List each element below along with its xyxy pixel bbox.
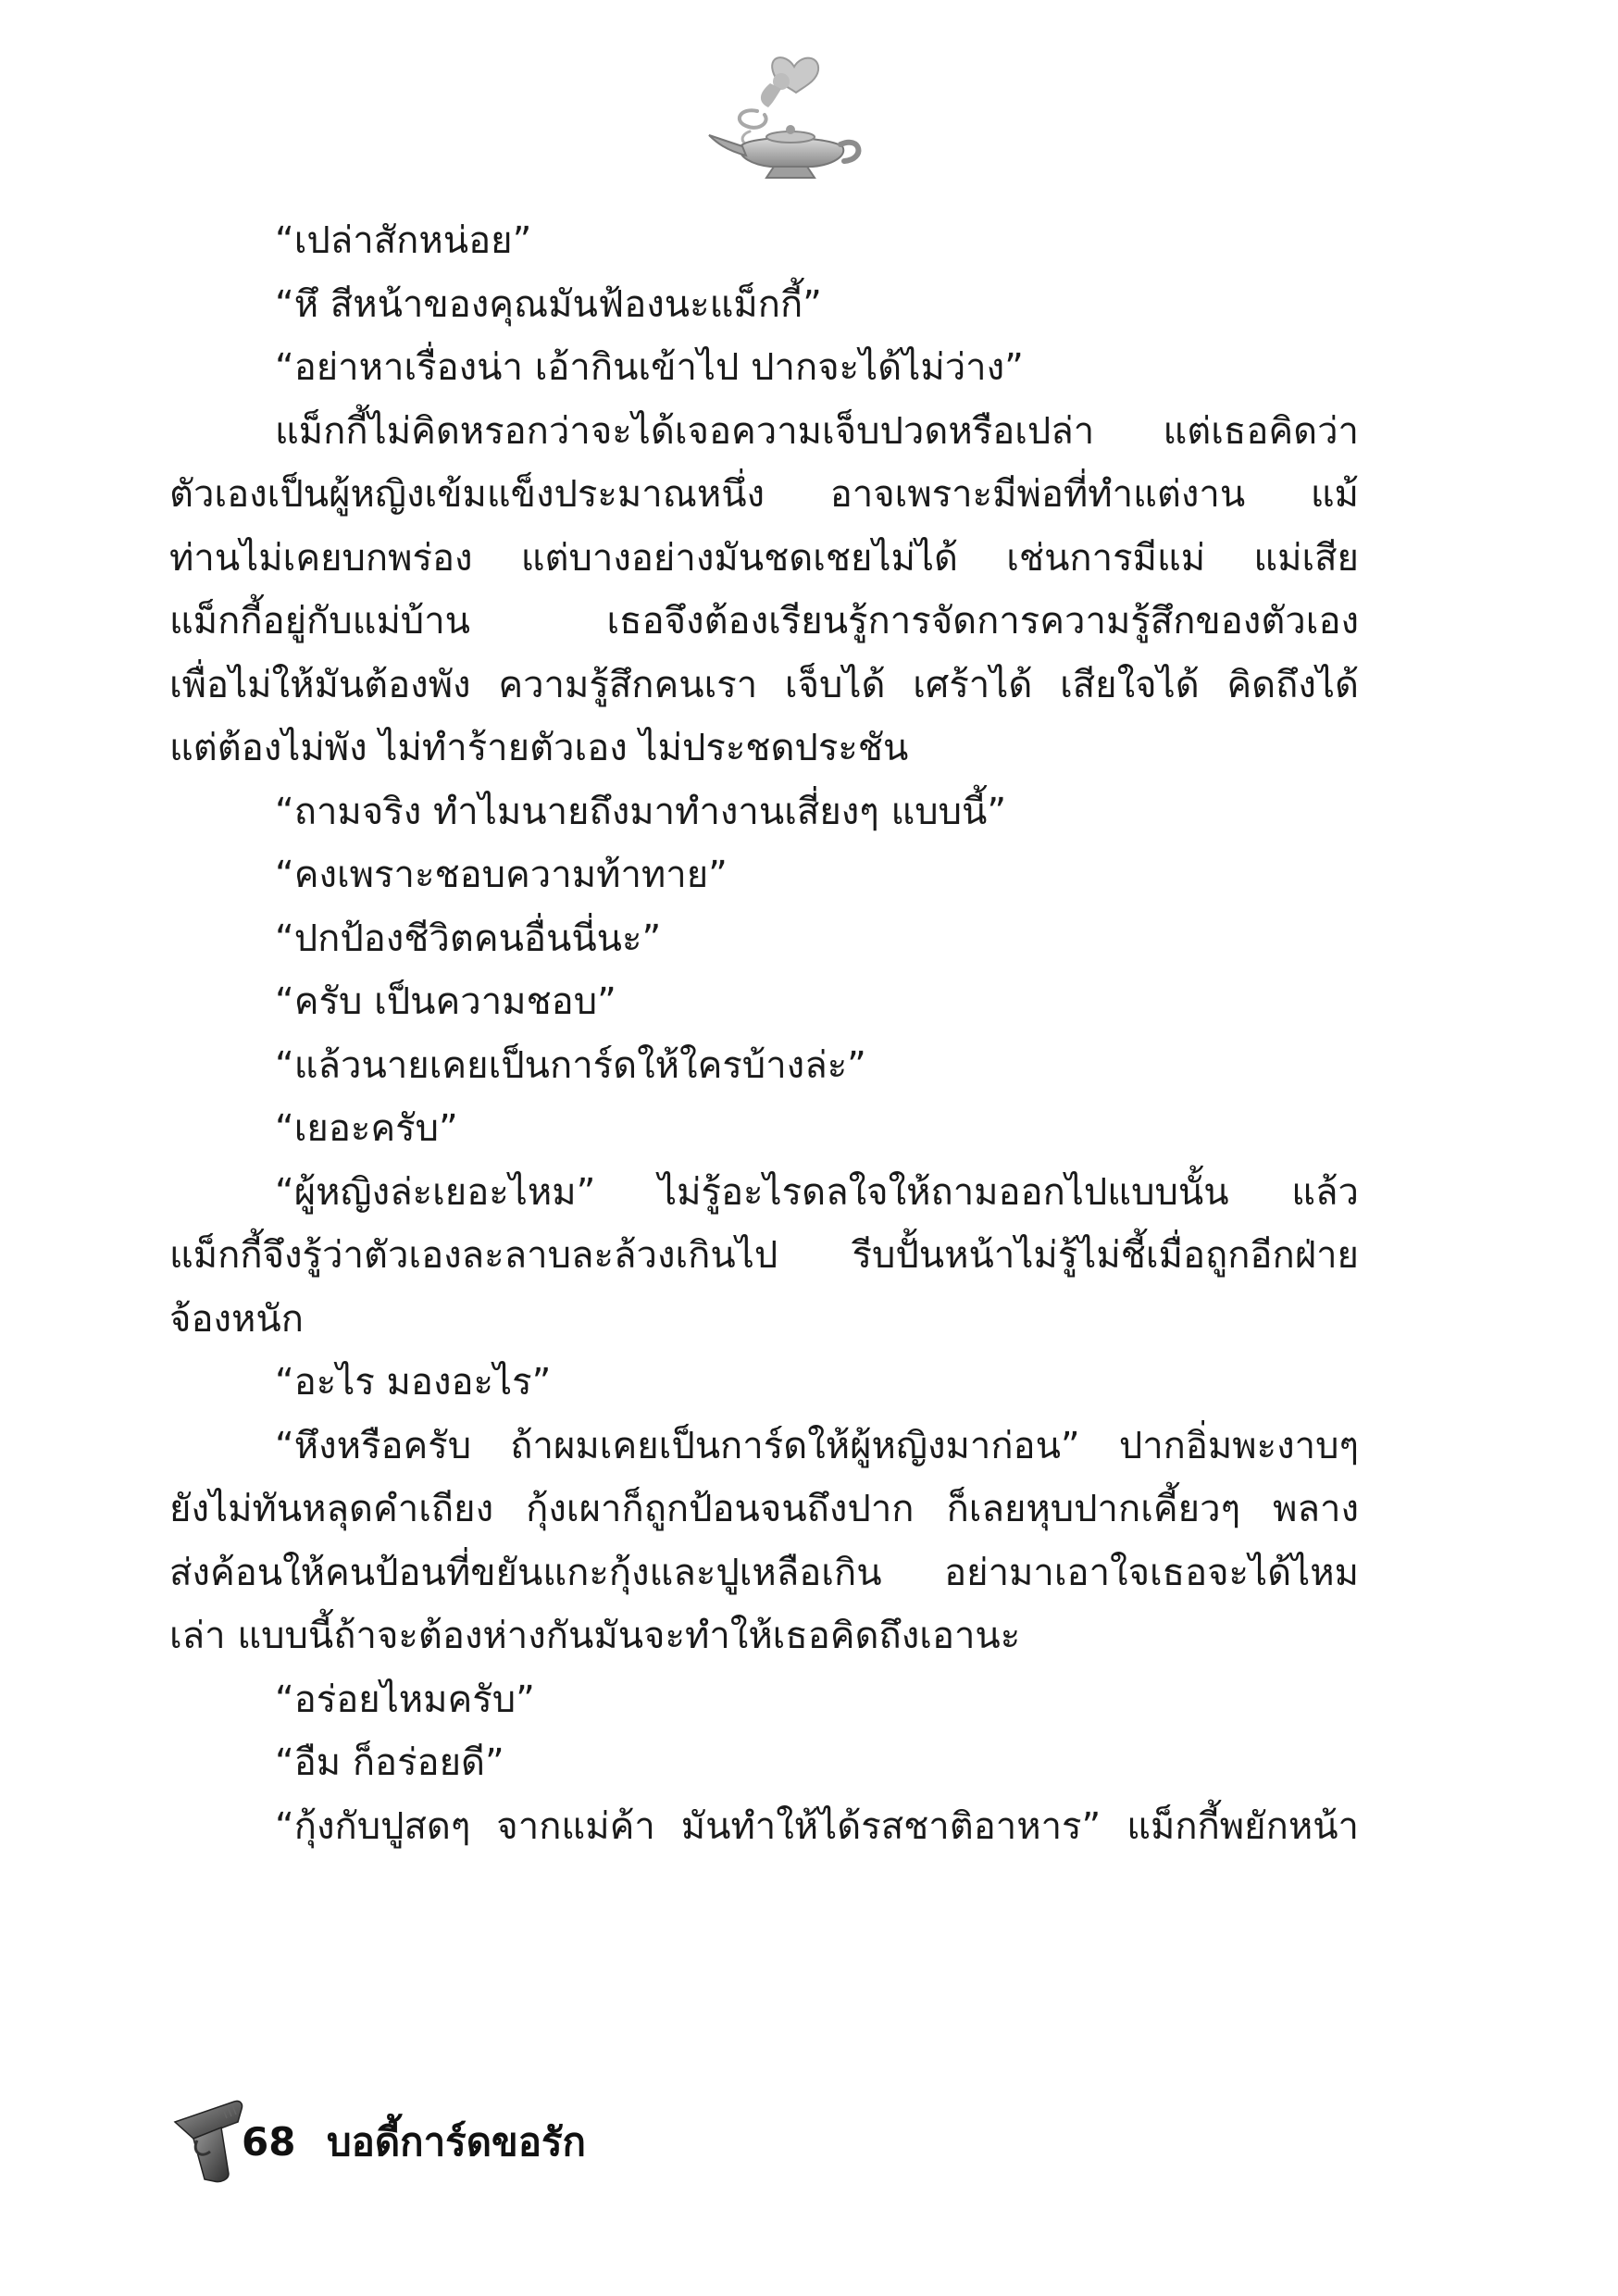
body-text <box>169 209 1359 1858</box>
text-line: “เปล่าสักหน่อย” <box>275 219 532 262</box>
text-line: แม็กกี้อยู่กับแม่บ้าน เธอจึงต้องเรียนรู้การจัดการความรู้สึกของตัวเอง <box>169 600 1359 643</box>
text-line: “หึ สีหน้าของคุณมันฟ้องนะแม็กกี้” <box>275 282 822 326</box>
text-line: “อืม ก็อร่อยดี” <box>275 1741 504 1784</box>
text-line: “ครับ เป็นความชอบ” <box>275 980 616 1023</box>
lamp-with-fairy-icon <box>685 46 889 185</box>
text-line: เพื่อไม่ให้มันต้องพัง ความรู้สึกคนเรา เจ็บได้ เศร้าได้ เสียใจได้ คิดถึงได้ <box>169 663 1359 706</box>
text-line: “ปกป้องชีวิตคนอื่นนี่นะ” <box>275 917 662 960</box>
text-line: “กุ้งกับปูสดๆ จากแม่ค้า มันทำให้ได้รสชาติอาหาร” แม็กกี้พยักหน้า <box>275 1804 1359 1848</box>
pistol-icon <box>169 2094 253 2187</box>
text-line: “ผู้หญิงล่ะเยอะไหม” ไม่รู้อะไรดลใจให้ถามออกไปแบบนั้น แล้ว <box>275 1170 1359 1214</box>
text-line: “อย่าหาเรื่องน่า เอ้ากินเข้าไป ปากจะได้ไม่ว่าง” <box>275 346 1024 389</box>
text-line: “คงเพราะชอบความท้าทาย” <box>275 854 728 896</box>
book-title: บอดี้การ์ดขอรัก <box>327 2119 586 2165</box>
text-line: ตัวเองเป็นผู้หญิงเข้มแข็งประมาณหนึ่ง อาจเพราะมีพ่อที่ทำแต่งาน แม้ <box>169 473 1359 516</box>
text-line: จ้องหนัก <box>169 1297 304 1341</box>
text-line: “แล้วนายเคยเป็นการ์ดให้ใครบ้างล่ะ” <box>275 1043 866 1087</box>
text-line: แม็กกี้ไม่คิดหรอกว่าจะได้เจอความเจ็บปวดหรือเปล่า แต่เธอคิดว่า <box>275 409 1359 453</box>
text-line: “เยอะครับ” <box>275 1107 458 1150</box>
text-line: ส่งค้อนให้คนป้อนที่ขยันแกะกุ้งและปูเหลือเกิน อย่ามาเอาใจเธอจะได้ไหม <box>169 1551 1359 1594</box>
text-line: “อร่อยไหมครับ” <box>275 1678 535 1721</box>
text-line: แม็กกี้จึงรู้ว่าตัวเองละลาบละล้วงเกินไป รีบปั้นหน้าไม่รู้ไม่ชี้เมื่อถูกอีกฝ่าย <box>169 1234 1359 1277</box>
text-line: เล่า แบบนี้ถ้าจะต้องห่างกันมันจะทำให้เธอคิดถึงเอานะ <box>169 1615 1021 1657</box>
text-line: แต่ต้องไม่พัง ไม่ทำร้ายตัวเอง ไม่ประชดประชัน <box>169 727 909 769</box>
text-line: ยังไม่ทันหลุดคำเถียง กุ้งเผาก็ถูกป้อนจนถึงปาก ก็เลยหุบปากเคี้ยวๆ พลาง <box>169 1488 1359 1530</box>
page-number: 68 <box>242 2119 296 2165</box>
text-line: “อะไร มองอะไร” <box>275 1361 552 1404</box>
page-footer <box>169 2094 817 2187</box>
text-line: ท่านไม่เคยบกพร่อง แต่บางอย่างมันชดเชยไม่ได้ เช่นการมีแม่ แม่เสีย <box>169 536 1359 580</box>
text-line: “หึงหรือครับ ถ้าผมเคยเป็นการ์ดให้ผู้หญิงมาก่อน” ปากอิ่มพะงาบๆ <box>275 1424 1359 1467</box>
text-line: “ถามจริง ทำไมนายถึงมาทำงานเสี่ยงๆ แบบนี้” <box>275 790 1007 833</box>
